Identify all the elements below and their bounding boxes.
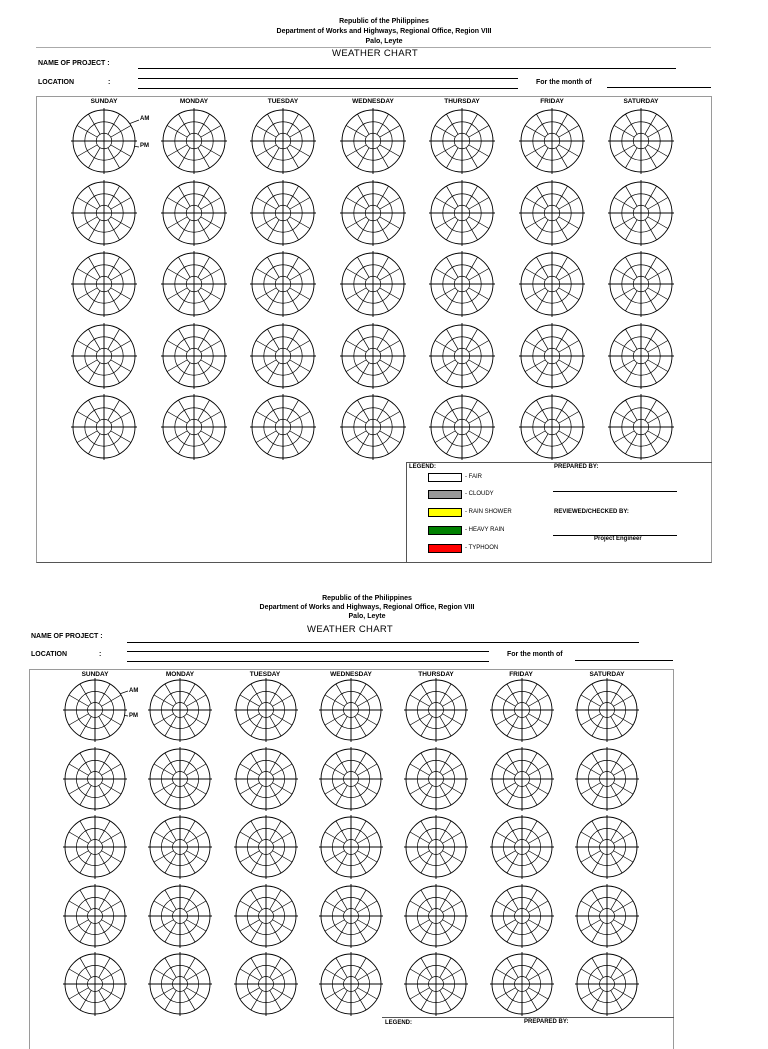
day-friday: FRIDAY bbox=[509, 671, 533, 678]
day-saturday: SATURDAY bbox=[589, 671, 625, 678]
header-city: Palo, Leyte bbox=[348, 613, 386, 620]
day-thursday: THURSDAY bbox=[418, 671, 454, 678]
location-field-1[interactable] bbox=[127, 651, 489, 652]
weather-wheel-monday-week-5[interactable] bbox=[148, 952, 212, 1016]
form-title: WEATHER CHART bbox=[307, 624, 393, 635]
annotation-pointers bbox=[0, 0, 1, 1]
weather-wheel-wednesday-week-5[interactable] bbox=[319, 952, 383, 1016]
am-annotation: AM bbox=[140, 116, 150, 122]
weather-wheel-monday-week-3[interactable] bbox=[148, 815, 212, 879]
header-department: Department of Works and Highways, Regional Office, Region VIII bbox=[276, 28, 492, 35]
weather-wheel-saturday-week-2[interactable] bbox=[575, 747, 639, 811]
weather-wheel-monday-week-2[interactable] bbox=[148, 747, 212, 811]
day-friday: FRIDAY bbox=[540, 98, 564, 105]
legend-cloudy-label: - CLOUDY bbox=[465, 491, 494, 497]
weather-wheel-thursday-week-1[interactable] bbox=[404, 678, 468, 742]
day-tuesday: TUESDAY bbox=[267, 98, 299, 105]
day-sunday: SUNDAY bbox=[81, 671, 109, 678]
weather-wheel-saturday-week-1[interactable] bbox=[575, 678, 639, 742]
day-monday: MONDAY bbox=[165, 671, 195, 678]
day-sunday: SUNDAY bbox=[90, 98, 118, 105]
weather-wheel-tuesday-week-1[interactable] bbox=[234, 678, 298, 742]
location-label: LOCATION bbox=[38, 79, 75, 86]
form-title: WEATHER CHART bbox=[332, 48, 418, 59]
reviewed-by-label: REVIEWED/CHECKED BY: bbox=[554, 509, 629, 515]
header-city: Palo, Leyte bbox=[365, 38, 403, 45]
legend-title: LEGEND: bbox=[409, 464, 436, 470]
project-label: NAME OF PROJECT : bbox=[31, 633, 103, 640]
weather-wheel-friday-week-5[interactable] bbox=[490, 952, 554, 1016]
location-colon: : bbox=[108, 79, 111, 86]
month-field[interactable] bbox=[575, 660, 673, 661]
header-department: Department of Works and Highways, Regional Office, Region VIII bbox=[259, 604, 475, 611]
weather-wheel-sunday-week-5[interactable] bbox=[63, 952, 127, 1016]
day-tuesday: TUESDAY bbox=[249, 671, 281, 678]
day-monday: MONDAY bbox=[179, 98, 209, 105]
project-field[interactable] bbox=[127, 642, 639, 643]
weather-wheel-tuesday-week-2[interactable] bbox=[234, 747, 298, 811]
weather-wheel-monday-week-4[interactable] bbox=[148, 884, 212, 948]
pm-annotation: PM bbox=[129, 713, 138, 719]
prepared-by-label: PREPARED BY: bbox=[524, 1019, 569, 1025]
header-republic: Republic of the Philippines bbox=[322, 595, 412, 602]
weather-wheel-saturday-week-4[interactable] bbox=[575, 884, 639, 948]
weather-wheel-monday-week-1[interactable] bbox=[148, 678, 212, 742]
pm-annotation: PM bbox=[140, 143, 149, 149]
am-annotation: AM bbox=[129, 688, 139, 694]
project-engineer-label: Project Engineer bbox=[594, 536, 642, 542]
weather-wheel-wednesday-week-4[interactable] bbox=[319, 884, 383, 948]
weather-wheel-wednesday-week-3[interactable] bbox=[319, 815, 383, 879]
legend-title: LEGEND: bbox=[385, 1020, 412, 1026]
location-label: LOCATION bbox=[31, 651, 68, 658]
day-wednesday: WEDNESDAY bbox=[352, 98, 394, 105]
weather-wheel-sunday-week-4[interactable] bbox=[63, 884, 127, 948]
weather-wheel-thursday-week-2[interactable] bbox=[404, 747, 468, 811]
day-saturday: SATURDAY bbox=[623, 98, 659, 105]
legend-fair-label: - FAIR bbox=[465, 474, 483, 480]
header-republic: Republic of the Philippines bbox=[339, 18, 429, 25]
weather-wheel-thursday-week-3[interactable] bbox=[404, 815, 468, 879]
day-thursday: THURSDAY bbox=[444, 98, 480, 105]
weather-wheel-sunday-week-3[interactable] bbox=[63, 815, 127, 879]
weather-wheel-tuesday-week-3[interactable] bbox=[234, 815, 298, 879]
legend-top-rule bbox=[382, 1017, 674, 1018]
prepared-by-label: PREPARED BY: bbox=[554, 464, 599, 470]
day-wednesday: WEDNESDAY bbox=[330, 671, 372, 678]
weather-wheel-friday-week-2[interactable] bbox=[490, 747, 554, 811]
legend-typhoon-label: - TYPHOON bbox=[465, 545, 499, 551]
weather-wheel-sunday-week-2[interactable] bbox=[63, 747, 127, 811]
weather-wheel-saturday-week-3[interactable] bbox=[575, 815, 639, 879]
weather-wheel-tuesday-week-5[interactable] bbox=[234, 952, 298, 1016]
location-field-2[interactable] bbox=[127, 661, 489, 662]
weather-wheel-wednesday-week-1[interactable] bbox=[319, 678, 383, 742]
project-label: NAME OF PROJECT : bbox=[38, 60, 110, 67]
weather-wheel-friday-week-4[interactable] bbox=[490, 884, 554, 948]
weather-wheel-wednesday-week-2[interactable] bbox=[319, 747, 383, 811]
month-label: For the month of bbox=[536, 79, 592, 86]
weather-wheel-tuesday-week-4[interactable] bbox=[234, 884, 298, 948]
weather-wheel-sunday-week-1[interactable] bbox=[63, 678, 127, 742]
weather-wheel-thursday-week-4[interactable] bbox=[404, 884, 468, 948]
location-colon: : bbox=[99, 651, 102, 658]
legend-rain-shower-label: - RAIN SHOWER bbox=[465, 509, 512, 515]
weather-wheel-friday-week-1[interactable] bbox=[490, 678, 554, 742]
weather-wheel-thursday-week-5[interactable] bbox=[404, 952, 468, 1016]
legend-heavy-rain-label: - HEAVY RAIN bbox=[465, 527, 505, 533]
weather-wheel-friday-week-3[interactable] bbox=[490, 815, 554, 879]
month-label: For the month of bbox=[507, 651, 563, 658]
weather-wheel-saturday-week-5[interactable] bbox=[575, 952, 639, 1016]
